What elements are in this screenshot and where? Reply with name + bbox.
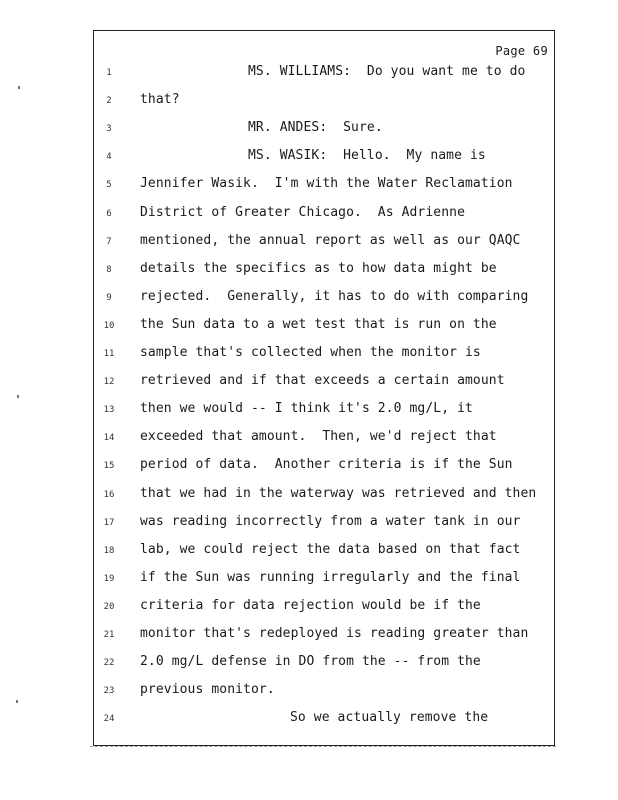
transcript-line: retrieved and if that exceeds a certain amount bbox=[140, 373, 505, 389]
transcript-line: MS. WILLIAMS: Do you want me to do bbox=[248, 64, 526, 79]
line-number: 14 bbox=[103, 433, 115, 444]
transcript-line: was reading incorrectly from a water tank in our bbox=[140, 513, 521, 529]
transcript-line: if the Sun was running irregularly and the final bbox=[140, 569, 521, 585]
line-number: 6 bbox=[106, 208, 112, 219]
line-number: 3 bbox=[106, 124, 112, 135]
scan-speck bbox=[17, 395, 19, 398]
line-number: 9 bbox=[106, 292, 112, 303]
scan-speck bbox=[16, 700, 18, 703]
line-number: 15 bbox=[103, 461, 115, 472]
line-number: 11 bbox=[103, 349, 115, 359]
line-number: 10 bbox=[103, 320, 115, 331]
transcript-line: 2.0 mg/L defense in DO from the -- from the bbox=[140, 654, 481, 670]
line-number: 23 bbox=[103, 686, 115, 697]
line-number: 12 bbox=[103, 377, 115, 388]
transcript-line: MS. WASIK: Hello. My name is bbox=[248, 148, 486, 164]
line-number: 17 bbox=[103, 517, 115, 528]
scan-noise-line bbox=[90, 746, 556, 749]
transcript-line: lab, we could reject the data based on that fact bbox=[140, 541, 521, 557]
line-number: 19 bbox=[103, 573, 115, 584]
line-number: 22 bbox=[103, 658, 115, 669]
transcript-line: the Sun data to a wet test that is run on the bbox=[140, 316, 497, 332]
transcript-line: monitor that's redeployed is reading greater than bbox=[140, 626, 529, 641]
transcript-line: exceeded that amount. Then, we'd reject that bbox=[140, 429, 497, 445]
transcript-line: sample that's collected when the monitor is bbox=[140, 345, 481, 360]
transcript-line: Jennifer Wasik. I'm with the Water Reclamation bbox=[140, 176, 513, 192]
page-number: Page 69 bbox=[495, 44, 548, 58]
transcript-line: District of Greater Chicago. As Adrienne bbox=[140, 204, 465, 220]
scan-speck bbox=[18, 86, 20, 89]
line-number: 2 bbox=[106, 96, 112, 107]
line-number: 5 bbox=[106, 180, 112, 191]
transcript-line: rejected. Generally, it has to do with comparing bbox=[140, 288, 529, 304]
line-number: 18 bbox=[103, 545, 115, 556]
line-number: 1 bbox=[106, 68, 112, 78]
line-number: 20 bbox=[103, 601, 115, 612]
transcript-line: mentioned, the annual report as well as our QAQC bbox=[140, 232, 521, 248]
line-number: 4 bbox=[106, 152, 112, 163]
transcript-line: then we would -- I think it's 2.0 mg/L, it bbox=[140, 401, 473, 417]
transcript-line: that we had in the waterway was retrieved and then bbox=[140, 485, 537, 501]
transcript-line: period of data. Another criteria is if the Sun bbox=[140, 457, 513, 473]
transcript-line: So we actually remove the bbox=[290, 710, 489, 726]
transcript-line: that? bbox=[140, 92, 180, 108]
line-number: 8 bbox=[106, 264, 112, 275]
line-number: 13 bbox=[103, 405, 115, 416]
transcript-line: details the specifics as to how data might be bbox=[140, 260, 497, 276]
transcript-line: criteria for data rejection would be if the bbox=[140, 597, 481, 613]
line-number: 21 bbox=[103, 630, 115, 640]
line-number: 24 bbox=[103, 714, 115, 725]
line-number: 7 bbox=[106, 236, 112, 247]
transcript-line: previous monitor. bbox=[140, 682, 275, 698]
line-number: 16 bbox=[103, 489, 115, 500]
transcript-line: MR. ANDES: Sure. bbox=[248, 120, 383, 136]
